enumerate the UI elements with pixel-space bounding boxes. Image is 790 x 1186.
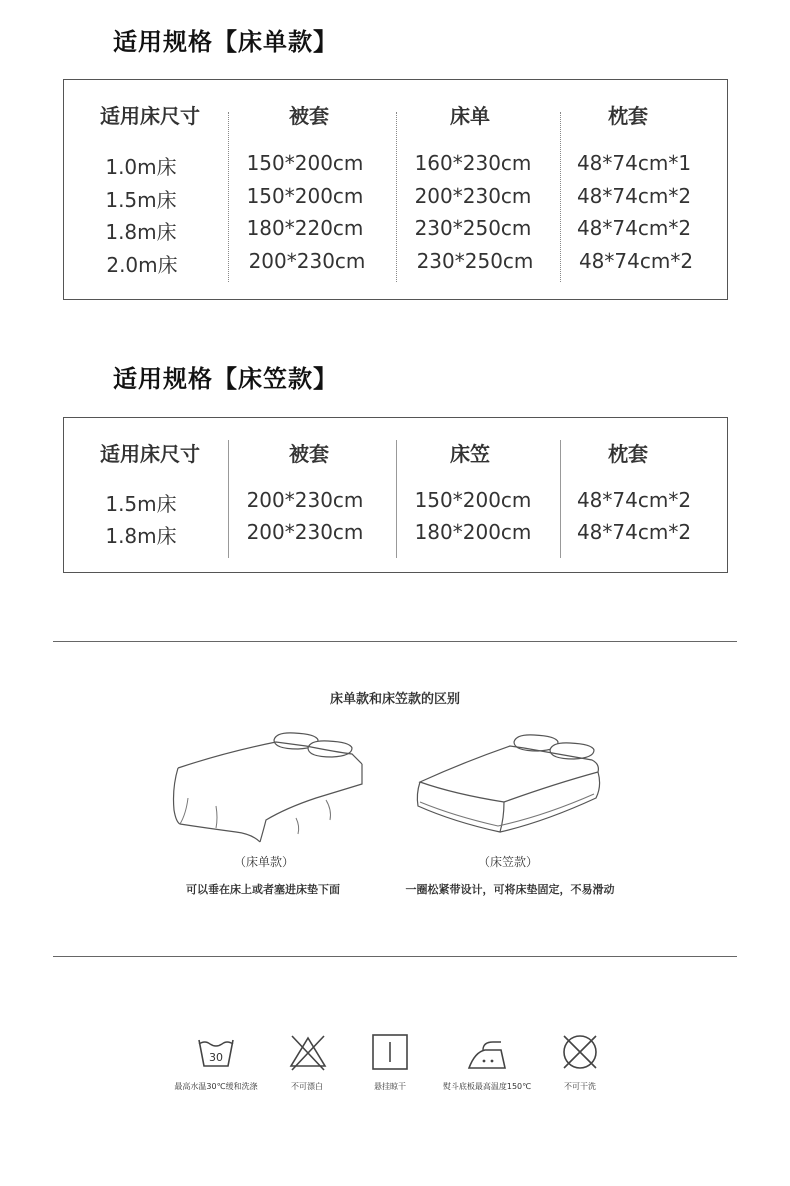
header-bed-size: 适用床尺寸 [100, 104, 200, 128]
no-bleach-label: 不可漂白 [291, 1082, 323, 1091]
header-fitted-sheet: 床笠 [450, 442, 490, 466]
table-cell: 230*250cm [414, 216, 532, 240]
table-cell: 48*74cm*2 [576, 184, 692, 208]
table-cell: 1.0m床 [105, 155, 177, 179]
table-cell: 230*250cm [416, 249, 534, 273]
header-pillowcase: 枕套 [608, 104, 648, 128]
table-cell: 200*230cm [246, 520, 364, 544]
fitted-sheet-bed-illustration [414, 732, 602, 836]
table-cell: 180*200cm [414, 520, 532, 544]
sheet-spec-table [63, 79, 728, 300]
sheet-spec-title: 适用规格【床单款】 [113, 28, 338, 56]
table-cell: 150*200cm [246, 184, 364, 208]
table-cell: 48*74cm*1 [576, 151, 692, 175]
wash-30-icon [196, 1032, 236, 1072]
fitted-spec-title: 适用规格【床笠款】 [113, 365, 338, 393]
iron-icon [467, 1032, 507, 1072]
table-cell: 180*220cm [246, 216, 364, 240]
column-divider [560, 112, 561, 282]
no-dry-clean-icon [560, 1032, 600, 1072]
table-cell: 200*230cm [248, 249, 366, 273]
table-cell: 48*74cm*2 [578, 249, 694, 273]
header-sheet: 床单 [450, 104, 490, 128]
sheet-description: 可以垂在床上或者塞进床垫下面 [186, 883, 340, 896]
section-divider [53, 956, 737, 957]
table-cell: 1.8m床 [105, 220, 177, 244]
wash-30-label: 最高水温30℃缓和洗涤 [174, 1082, 258, 1091]
header-duvet: 被套 [289, 442, 329, 466]
column-divider [228, 112, 229, 282]
section-divider [53, 641, 737, 642]
table-cell: 150*200cm [414, 488, 532, 512]
difference-title: 床单款和床笠款的区别 [329, 692, 460, 707]
no-dry-clean-label: 不可干洗 [564, 1082, 596, 1091]
column-divider [228, 440, 229, 558]
table-cell: 160*230cm [414, 151, 532, 175]
table-cell: 200*230cm [246, 488, 364, 512]
table-cell: 48*74cm*2 [576, 488, 692, 512]
line-dry-label: 悬挂晾干 [374, 1082, 406, 1091]
fitted-spec-table [63, 417, 728, 573]
header-duvet: 被套 [289, 104, 329, 128]
table-cell: 200*230cm [414, 184, 532, 208]
no-bleach-icon [288, 1032, 328, 1072]
column-divider [396, 440, 397, 558]
sheet-label: （床单款） [233, 855, 295, 869]
table-cell: 48*74cm*2 [576, 520, 692, 544]
table-cell: 1.5m床 [105, 492, 177, 516]
table-cell: 48*74cm*2 [576, 216, 692, 240]
wash-temperature-number: 30 [209, 1051, 223, 1064]
header-pillowcase: 枕套 [608, 442, 648, 466]
line-dry-icon [370, 1032, 410, 1072]
column-divider [396, 112, 397, 282]
header-bed-size: 适用床尺寸 [100, 442, 200, 466]
iron-label: 熨斗底板最高温度150℃ [442, 1082, 532, 1091]
flat-sheet-bed-illustration [166, 728, 366, 846]
table-cell: 1.5m床 [105, 188, 177, 212]
table-cell: 2.0m床 [106, 253, 178, 277]
table-cell: 1.8m床 [105, 524, 177, 548]
column-divider [560, 440, 561, 558]
table-cell: 150*200cm [246, 151, 364, 175]
fitted-label: （床笠款） [477, 855, 539, 869]
fitted-description: 一圈松紧带设计，可将床垫固定，不易滑动 [405, 883, 615, 896]
